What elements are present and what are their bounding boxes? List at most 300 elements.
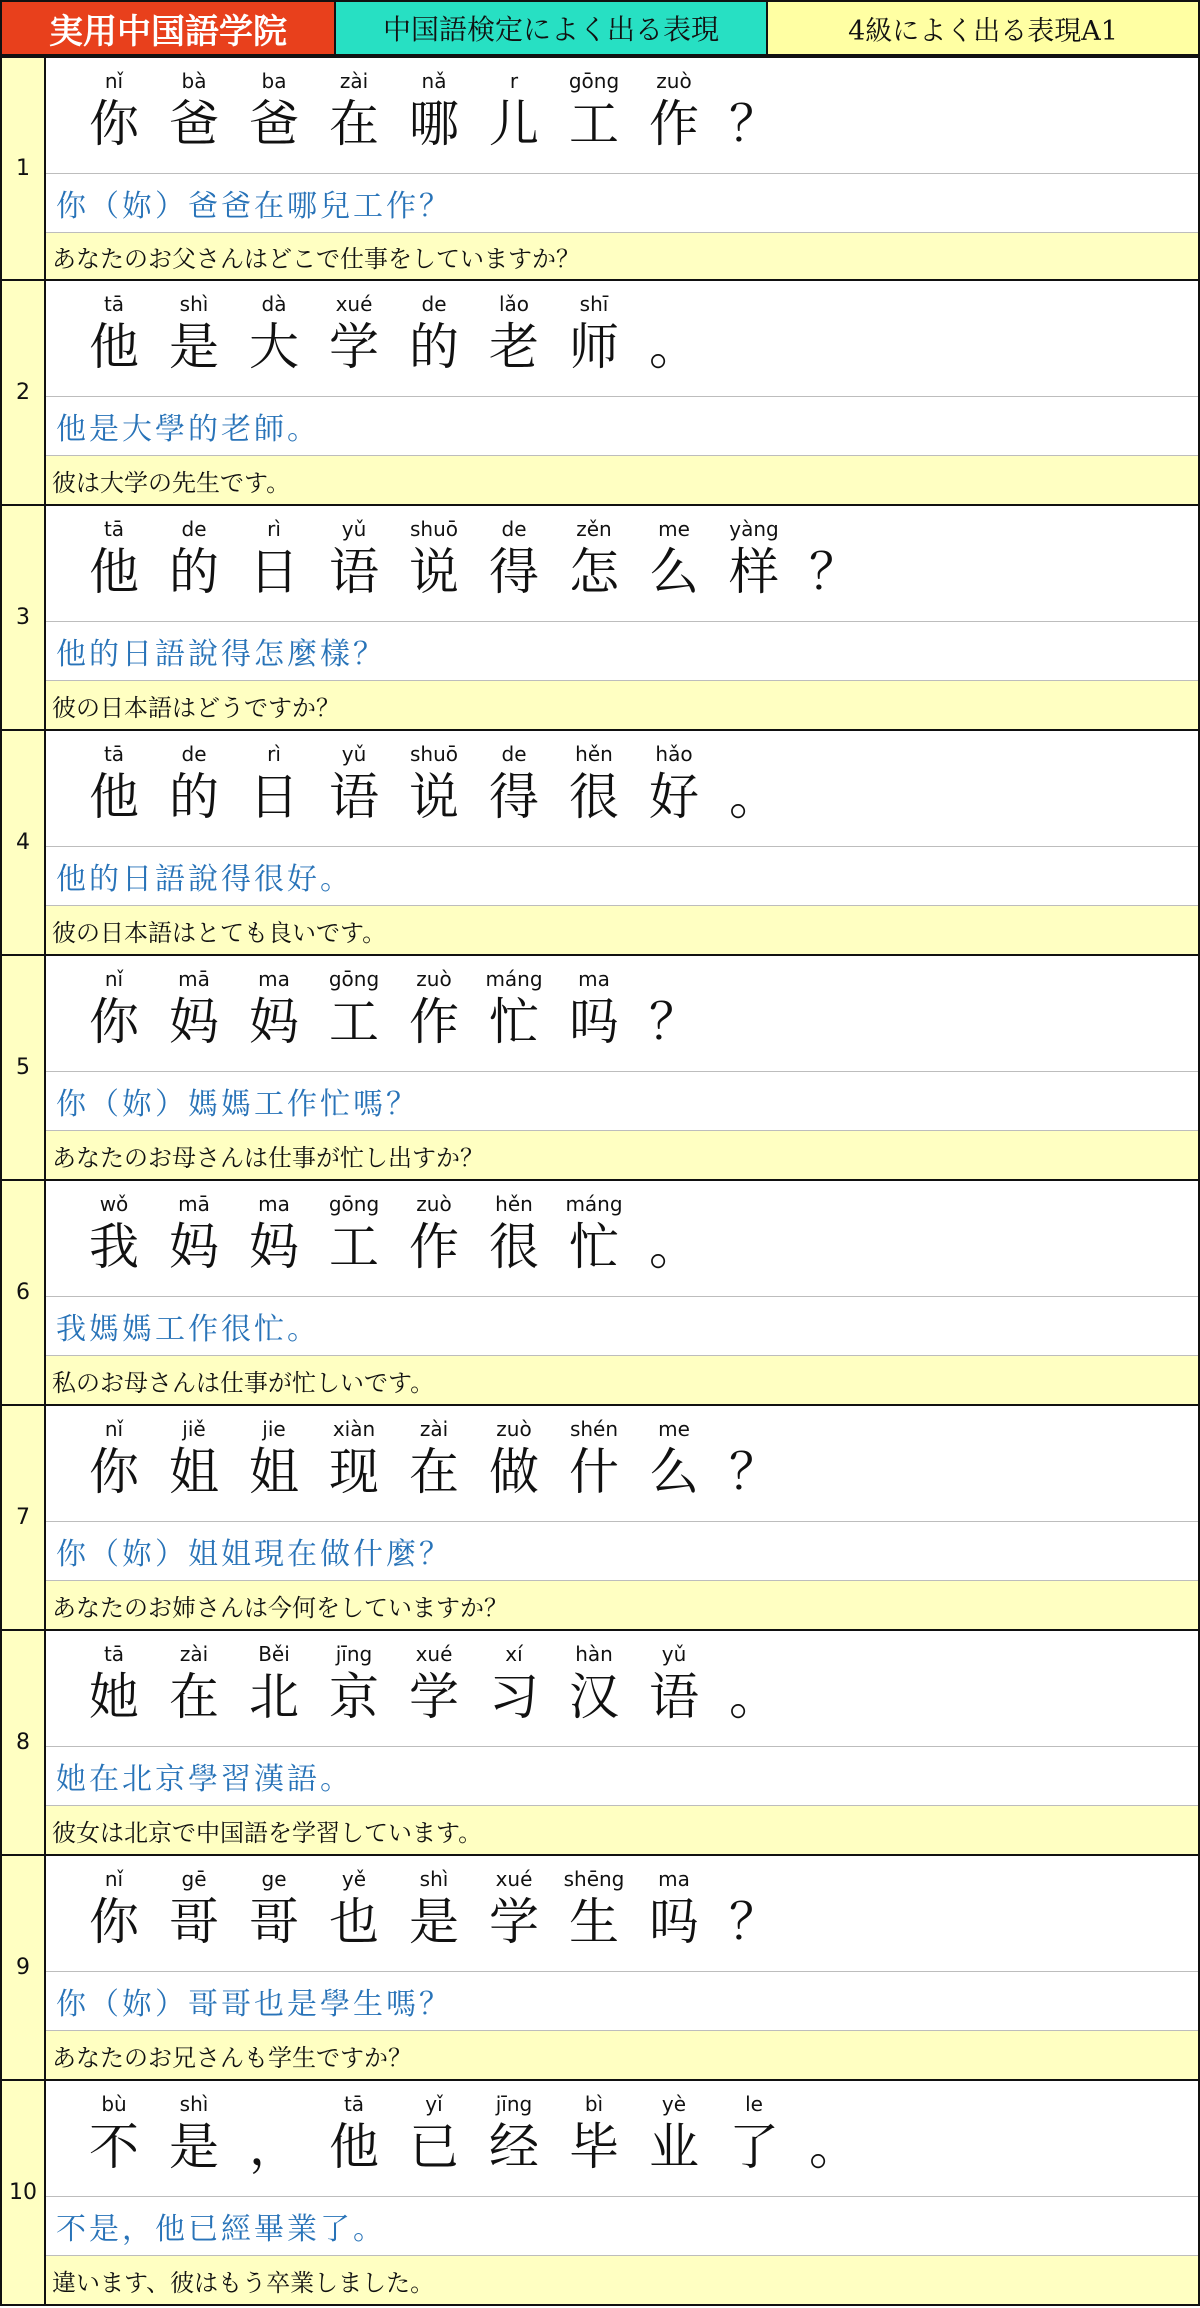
item-number: 4 [2, 731, 46, 954]
character-cell [74, 291, 154, 379]
simplified-row [46, 1856, 1198, 1972]
character-cell [234, 291, 314, 379]
hanzi: 汉 [569, 1668, 619, 1726]
character-cell [474, 1866, 554, 1954]
hanzi: 忙 [569, 1218, 619, 1276]
header [0, 0, 1200, 56]
hanzi: 在 [329, 95, 379, 153]
phrase-item [0, 1856, 1200, 2081]
hanzi: 姐 [169, 1443, 219, 1501]
hanzi: 京 [329, 1668, 379, 1726]
pinyin: hěn [575, 742, 613, 766]
pinyin: ma [658, 1867, 690, 1891]
character-cell [394, 741, 474, 829]
character-cell [394, 1191, 474, 1279]
character-cell [314, 741, 394, 829]
pinyin: de [501, 517, 527, 541]
character-cell [634, 516, 714, 604]
traditional-text: 你（妳）爸爸在哪兒工作？ [46, 174, 1198, 233]
character-cell [314, 68, 394, 156]
pinyin: xué [415, 1642, 453, 1666]
hanzi: 是 [169, 2118, 219, 2176]
pinyin: mā [178, 967, 210, 991]
pinyin: shì [179, 2092, 209, 2116]
hanzi: 生 [569, 1893, 619, 1951]
character-cell [234, 966, 314, 1054]
hanzi: 大 [249, 318, 299, 376]
hanzi: 他 [329, 2118, 379, 2176]
traditional-text: 他的日語說得怎麼樣？ [46, 622, 1198, 681]
character-cell [634, 1191, 714, 1279]
hanzi: 说 [409, 543, 459, 601]
pinyin: me [658, 1417, 690, 1441]
hanzi: 老 [489, 318, 539, 376]
pinyin: tā [343, 2092, 365, 2116]
hanzi: 么 [649, 543, 699, 601]
pinyin: r [509, 69, 519, 93]
simplified-row [46, 1406, 1198, 1522]
pinyin: gē [181, 1867, 207, 1891]
hanzi: 哥 [249, 1893, 299, 1951]
traditional-text: 她在北京學習漢語。 [46, 1747, 1198, 1806]
simplified-row [46, 1631, 1198, 1747]
item-number: 3 [2, 506, 46, 729]
hanzi: 妈 [249, 993, 299, 1051]
hanzi: 现 [329, 1443, 379, 1501]
character-cell [154, 68, 234, 156]
hanzi: 语 [649, 1668, 699, 1726]
japanese-translation: あなたのお兄さんも学生ですか？ [46, 2031, 1198, 2079]
hanzi: 学 [409, 1668, 459, 1726]
pinyin: xué [335, 292, 373, 316]
hanzi: 已 [409, 2118, 459, 2176]
hanzi: 工 [329, 993, 379, 1051]
pinyin: xué [495, 1867, 533, 1891]
character-cell [474, 741, 554, 829]
character-cell [234, 1866, 314, 1954]
pinyin: shuō [409, 517, 458, 541]
pinyin: shén [569, 1417, 619, 1441]
traditional-text: 我媽媽工作很忙。 [46, 1297, 1198, 1356]
pinyin: jīng [335, 1642, 373, 1666]
phrase-item [0, 1631, 1200, 1856]
character-cell [554, 1191, 634, 1279]
hanzi: 。 [649, 1218, 699, 1276]
hanzi: 什 [569, 1443, 619, 1501]
pinyin: tā [103, 1642, 125, 1666]
item-number: 2 [2, 281, 46, 504]
pinyin: dà [261, 292, 287, 316]
pinyin: ma [578, 967, 610, 991]
phrase-item [0, 2081, 1200, 2306]
hanzi: 工 [329, 1218, 379, 1276]
character-cell [234, 2091, 314, 2179]
pinyin: ge [261, 1867, 287, 1891]
character-cell [154, 2091, 234, 2179]
simplified-row [46, 281, 1198, 397]
hanzi: ？ [729, 1893, 779, 1951]
character-cell [314, 966, 394, 1054]
character-cell [554, 516, 634, 604]
pinyin: bì [584, 2092, 604, 2116]
pinyin: mā [178, 1192, 210, 1216]
pinyin: de [181, 742, 207, 766]
hanzi: 儿 [489, 95, 539, 153]
character-group [74, 1641, 794, 1729]
hanzi: 日 [249, 543, 299, 601]
hanzi: ？ [809, 543, 859, 601]
phrase-item [0, 506, 1200, 731]
japanese-translation: 彼は大学の先生です。 [46, 456, 1198, 504]
hanzi: 作 [409, 1218, 459, 1276]
hanzi: 怎 [569, 543, 619, 601]
hanzi: 师 [569, 318, 619, 376]
japanese-translation: 私のお母さんは仕事が忙しいです。 [46, 1356, 1198, 1404]
simplified-row [46, 731, 1198, 847]
item-number: 7 [2, 1406, 46, 1629]
character-cell [394, 68, 474, 156]
pinyin: tā [103, 742, 125, 766]
pinyin: shuō [409, 742, 458, 766]
pinyin: gōng [328, 967, 380, 991]
japanese-translation: 彼の日本語はとても良いです。 [46, 906, 1198, 954]
simplified-row [46, 2081, 1198, 2197]
character-cell [474, 2091, 554, 2179]
hanzi: 他 [89, 768, 139, 826]
pinyin: de [421, 292, 447, 316]
character-cell [714, 1641, 794, 1729]
hanzi: 。 [729, 1668, 779, 1726]
character-cell [634, 1416, 714, 1504]
character-group [74, 741, 794, 829]
pinyin: zuò [656, 69, 692, 93]
traditional-text: 他是大學的老師。 [46, 397, 1198, 456]
hanzi: 么 [649, 1443, 699, 1501]
character-group [74, 291, 714, 379]
hanzi: 很 [489, 1218, 539, 1276]
character-cell [74, 1191, 154, 1279]
pinyin: bù [101, 2092, 127, 2116]
phrase-item [0, 956, 1200, 1181]
hanzi: 妈 [249, 1218, 299, 1276]
item-number: 1 [2, 58, 46, 279]
character-cell [74, 516, 154, 604]
pinyin: me [658, 517, 690, 541]
pinyin: yàng [729, 517, 779, 541]
phrase-item [0, 1181, 1200, 1406]
hanzi: 我 [89, 1218, 139, 1276]
character-cell [314, 1191, 394, 1279]
item-number: 8 [2, 1631, 46, 1854]
character-cell [394, 1866, 474, 1954]
character-cell [714, 68, 794, 156]
character-cell [154, 966, 234, 1054]
pinyin: zài [419, 1417, 449, 1441]
character-cell [74, 966, 154, 1054]
character-group [74, 1416, 794, 1504]
hanzi: 妈 [169, 1218, 219, 1276]
hanzi: 。 [649, 318, 699, 376]
character-cell [554, 291, 634, 379]
character-cell [394, 2091, 474, 2179]
hanzi: 也 [329, 1893, 379, 1951]
character-cell [714, 1416, 794, 1504]
character-cell [634, 966, 714, 1054]
pinyin: rì [267, 742, 281, 766]
character-cell [554, 1866, 634, 1954]
pinyin: wǒ [99, 1192, 129, 1216]
character-cell [314, 291, 394, 379]
hanzi: 是 [409, 1893, 459, 1951]
character-cell [394, 1416, 474, 1504]
traditional-text: 他的日語說得很好。 [46, 847, 1198, 906]
character-cell [154, 1191, 234, 1279]
pinyin: jiě [182, 1417, 206, 1441]
hanzi: ？ [649, 993, 699, 1051]
character-cell [234, 741, 314, 829]
pinyin: máng [565, 1192, 623, 1216]
pinyin: hěn [495, 1192, 533, 1216]
hanzi: 日 [249, 768, 299, 826]
hanzi: ， [249, 2118, 299, 2176]
character-cell [554, 1641, 634, 1729]
character-cell [394, 516, 474, 604]
hanzi: 姐 [249, 1443, 299, 1501]
pinyin: hǎo [655, 742, 693, 766]
character-cell [394, 291, 474, 379]
pinyin: Běi [258, 1642, 290, 1666]
pinyin: zuò [416, 967, 452, 991]
item-number: 5 [2, 956, 46, 1179]
character-cell [74, 741, 154, 829]
character-cell [394, 1641, 474, 1729]
character-cell [634, 1866, 714, 1954]
japanese-translation: 違います、彼はもう卒業しました。 [46, 2256, 1198, 2304]
character-cell [794, 2091, 874, 2179]
japanese-translation: あなたのお母さんは仕事が忙し出すか？ [46, 1131, 1198, 1179]
simplified-row [46, 58, 1198, 174]
pinyin: shì [179, 292, 209, 316]
hanzi: 。 [809, 2118, 859, 2176]
pinyin: zuò [496, 1417, 532, 1441]
character-cell [234, 516, 314, 604]
japanese-translation: あなたのお父さんはどこで仕事をしていますか？ [46, 233, 1198, 279]
phrase-item [0, 1406, 1200, 1631]
pinyin: zài [179, 1642, 209, 1666]
hanzi: 的 [409, 318, 459, 376]
character-cell [474, 1191, 554, 1279]
hanzi: 作 [649, 95, 699, 153]
character-cell [74, 1866, 154, 1954]
hanzi: 毕 [569, 2118, 619, 2176]
phrase-item [0, 56, 1200, 281]
simplified-row [46, 1181, 1198, 1297]
hanzi: 吗 [649, 1893, 699, 1951]
character-cell [74, 1641, 154, 1729]
hanzi: 吗 [569, 993, 619, 1051]
character-group [74, 1191, 714, 1279]
pinyin: xí [505, 1642, 523, 1666]
pinyin: hàn [575, 1642, 613, 1666]
pinyin: tā [103, 517, 125, 541]
pinyin: yè [661, 2092, 687, 2116]
character-group [74, 516, 874, 604]
character-cell [474, 966, 554, 1054]
pinyin: rì [267, 517, 281, 541]
pinyin: yǐ [425, 2092, 443, 2116]
pinyin: yǔ [341, 517, 367, 541]
character-cell [554, 1416, 634, 1504]
category-label: 中国語検定によく出る表現 [336, 0, 768, 56]
hanzi: 很 [569, 768, 619, 826]
hanzi: 。 [729, 768, 779, 826]
hanzi: 爸 [249, 95, 299, 153]
hanzi: 你 [89, 1893, 139, 1951]
hanzi: 做 [489, 1443, 539, 1501]
pinyin: nǐ [104, 69, 124, 93]
pinyin: shī [579, 292, 609, 316]
pinyin: ba [261, 69, 287, 93]
character-cell [314, 1866, 394, 1954]
pinyin: nǐ [104, 967, 124, 991]
character-group [74, 1866, 794, 1954]
level-label: 4級によく出る表現A1 [768, 0, 1200, 56]
character-cell [314, 516, 394, 604]
character-cell [794, 516, 874, 604]
character-cell [74, 1416, 154, 1504]
phrase-item [0, 731, 1200, 956]
hanzi: 语 [329, 768, 379, 826]
pinyin: de [501, 742, 527, 766]
character-cell [154, 1641, 234, 1729]
pinyin: bà [181, 69, 207, 93]
item-number: 9 [2, 1856, 46, 2079]
pinyin: le [745, 2092, 763, 2116]
character-group [74, 966, 714, 1054]
hanzi: 他 [89, 543, 139, 601]
character-cell [154, 741, 234, 829]
character-cell [154, 1416, 234, 1504]
character-cell [714, 741, 794, 829]
pinyin: ma [258, 967, 290, 991]
pinyin: yǔ [341, 742, 367, 766]
hanzi: 在 [409, 1443, 459, 1501]
character-cell [234, 1191, 314, 1279]
character-cell [554, 68, 634, 156]
character-cell [474, 1641, 554, 1729]
traditional-text: 你（妳）哥哥也是學生嗎？ [46, 1972, 1198, 2031]
hanzi: 妈 [169, 993, 219, 1051]
app-title: 実用中国語学院 [0, 0, 336, 56]
hanzi: 哥 [169, 1893, 219, 1951]
character-cell [634, 291, 714, 379]
character-cell [314, 1416, 394, 1504]
hanzi: 习 [489, 1668, 539, 1726]
hanzi: 语 [329, 543, 379, 601]
pinyin: yǔ [661, 1642, 687, 1666]
character-cell [474, 291, 554, 379]
pinyin: nǐ [104, 1417, 124, 1441]
character-cell [634, 741, 714, 829]
character-cell [474, 68, 554, 156]
pinyin: shēng [563, 1867, 625, 1891]
character-cell [154, 516, 234, 604]
character-cell [74, 68, 154, 156]
hanzi: 作 [409, 993, 459, 1051]
character-group [74, 2091, 874, 2179]
hanzi: 哪 [409, 95, 459, 153]
character-cell [234, 68, 314, 156]
hanzi: 的 [169, 543, 219, 601]
traditional-text: 你（妳）姐姐現在做什麼？ [46, 1522, 1198, 1581]
hanzi: 你 [89, 95, 139, 153]
hanzi: 你 [89, 993, 139, 1051]
character-cell [394, 966, 474, 1054]
pinyin: gōng [328, 1192, 380, 1216]
pinyin: máng [485, 967, 543, 991]
hanzi: 她 [89, 1668, 139, 1726]
traditional-text: 不是，他已經畢業了。 [46, 2197, 1198, 2256]
hanzi: 学 [489, 1893, 539, 1951]
pinyin: jie [262, 1417, 286, 1441]
traditional-text: 你（妳）媽媽工作忙嗎？ [46, 1072, 1198, 1131]
character-cell [234, 1641, 314, 1729]
pinyin: tā [103, 292, 125, 316]
character-cell [314, 2091, 394, 2179]
character-cell [634, 1641, 714, 1729]
character-cell [714, 516, 794, 604]
hanzi: 的 [169, 768, 219, 826]
character-cell [474, 1416, 554, 1504]
hanzi: 说 [409, 768, 459, 826]
pinyin: zěn [576, 517, 612, 541]
hanzi: 了 [729, 2118, 779, 2176]
japanese-translation: 彼女は北京で中国語を学習しています。 [46, 1806, 1198, 1854]
hanzi: 你 [89, 1443, 139, 1501]
hanzi: 工 [569, 95, 619, 153]
pinyin: nǐ [104, 1867, 124, 1891]
character-cell [154, 291, 234, 379]
character-cell [714, 1866, 794, 1954]
hanzi: ？ [729, 1443, 779, 1501]
item-number: 10 [2, 2081, 46, 2304]
pinyin: lǎo [498, 292, 530, 316]
hanzi: 得 [489, 543, 539, 601]
character-cell [474, 516, 554, 604]
hanzi: 学 [329, 318, 379, 376]
hanzi: 样 [729, 543, 779, 601]
pinyin: zài [339, 69, 369, 93]
pinyin: de [181, 517, 207, 541]
character-cell [714, 2091, 794, 2179]
pinyin: shì [419, 1867, 449, 1891]
character-cell [634, 68, 714, 156]
pinyin: zuò [416, 1192, 452, 1216]
simplified-row [46, 956, 1198, 1072]
pinyin: jīng [495, 2092, 533, 2116]
hanzi: 北 [249, 1668, 299, 1726]
simplified-row [46, 506, 1198, 622]
hanzi: ？ [729, 95, 779, 153]
character-cell [554, 966, 634, 1054]
character-group [74, 68, 794, 156]
character-cell [554, 2091, 634, 2179]
pinyin: yě [341, 1867, 367, 1891]
pinyin: gōng [568, 69, 620, 93]
pinyin: nǎ [421, 69, 447, 93]
japanese-translation: あなたのお姉さんは今何をしていますか？ [46, 1581, 1198, 1629]
japanese-translation: 彼の日本語はどうですか？ [46, 681, 1198, 729]
